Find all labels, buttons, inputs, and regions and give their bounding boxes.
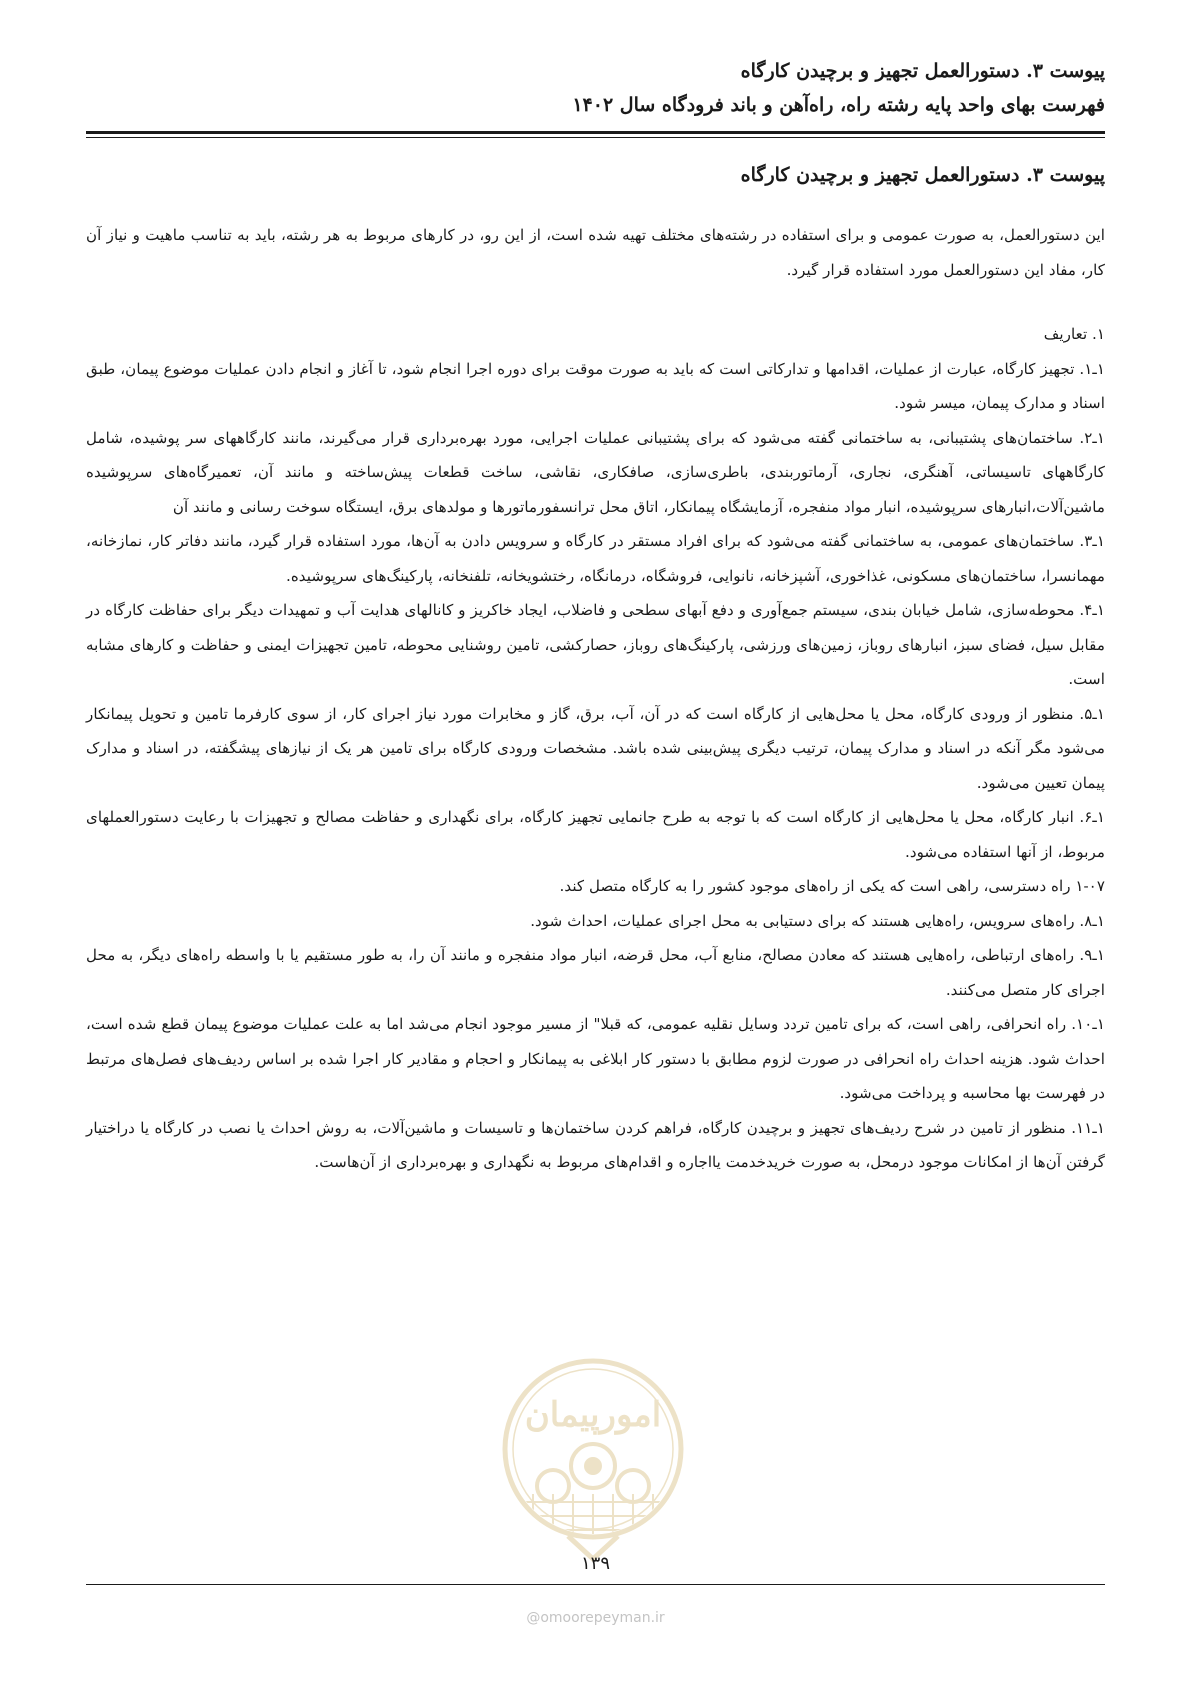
- definition-item-9: ۱ـ۹. راه‌های ارتباطی، راه‌هایی هستند که معادن مصالح، منابع آب، محل قرضه، انبار مواد منفجره و مانند آن را، به طور مستقیم یا با واسطه راه‌های دیگر، به محل اجرای کار متصل می‌کنند.: [86, 946, 1105, 999]
- definition-item-7: ۱-۰۷ راه دسترسی، راهی است که یکی از راه‌های موجود کشور را به کارگاه متصل کند.: [559, 877, 1105, 895]
- definition-item-11: ۱ـ۱۱. منظور از تامین در شرح ردیف‌های تجهیز و برچیدن کارگاه، فراهم کردن ساختمان‌ها و تاسیسات و ماشین‌آلات، به روش احداث یا نصب در کارگاه یا دراختیار گرفتن آن‌ها از امکانات موجود درمحل، به صورت خریدخدمت یااجاره و اقدام‌های مربوط به نگهداری و بهره‌برداری از آن‌هاست.: [86, 1118, 1105, 1171]
- page-header: [86, 54, 1105, 122]
- definition-item-4: ۱ـ۴. محوطه‌سازی، شامل خیابان بندی، سیستم جمع‌آوری و دفع آبهای سطحی و فاضلاب، ایجاد خاکریز و کانالهای هدایت آب و تمهیدات دیگر برای حفاظت کارگاه در مقابل سیل، فضای سبز، انبارهای روباز، زمین‌های ورزشی، پارکینگ‌های روباز، حصارکشی، تامین روشنایی محوطه، تامین تجهیزات ایمنی و حفاظت و کارهای مشابه است.: [86, 601, 1105, 688]
- definition-item-1: ۱ـ۱. تجهیز کارگاه، عبارت از عملیات، اقدامها و تدارکاتی است که باید به صورت موقت برای دوره اجرا انجام شود، تا آغاز و انجام دادن عملیات موضوع پیمان، طبق اسناد و مدارک پیمان، میسر شود.: [86, 359, 1105, 412]
- header-subtitle: فهرست بهای واحد پایه رشته راه، راه‌آهن و باند فرودگاه سال ۱۴۰۲: [572, 94, 1105, 116]
- intro-paragraph: این دستورالعمل، به صورت عمومی و برای استفاده در رشته‌های مختلف تهیه شده است، از این رو، در کارهای مربوط به هر رشته، باید به تناسب ماهیت و نیاز آن کار، مفاد این دستورالعمل مورد استفاده قرار گیرد.: [86, 226, 1105, 279]
- header-rule-thin: [86, 137, 1105, 138]
- section-heading-definitions: ۱. تعاریف: [1043, 325, 1105, 343]
- definition-item-8: ۱ـ۸. راه‌های سرویس، راه‌هایی هستند که برای دستیابی به محل اجرای عملیات، احداث شود.: [530, 911, 1105, 930]
- page-number: ۱۳۹: [580, 1553, 610, 1574]
- definition-item-6: ۱ـ۶. انبار کارگاه، محل یا محل‌هایی از کارگاه است که با توجه به طرح جانمایی تجهیز کارگاه، برای نگهداری و حفاظت مصالح و تجهیزات با رعایت دستورالعملهای مربوط، از آنها استفاده می‌شود.: [86, 808, 1105, 861]
- header-rule: [86, 131, 1105, 134]
- footer-rule: [86, 1584, 1105, 1585]
- omoore-peyman-seal-logo-icon: [498, 1354, 688, 1569]
- definition-item-5: ۱ـ۵. منظور از ورودی کارگاه، محل یا محل‌هایی از کارگاه است که در آن، آب، برق، گاز و مخابرات مورد نیاز اجرای کار، از سوی کارفرما تامین و تحویل پیمانکار می‌شود مگر آنکه در اسناد و مدارک پیمان، ترتیب دیگری پیش‌بینی شده باشد. مشخصات ورودی کارگاه برای تامین هر یک از نیازهای پیشگفته، در اسناد و مدارک پیمان تعیین می‌شود.: [86, 704, 1105, 792]
- definition-item-10: ۱ـ۱۰. راه انحرافی، راهی است، که برای تامین تردد وسایل نقلیه عمومی، که قبلا" از مسیر موجود انجام می‌شد اما به علت عملیات موضوع پیمان قطع شده است، احداث شود. هزینه احداث راه انحرافی در صورت لزوم مطابق با دستور کار ابلاغی به پیمانکار و احجام و مقادیر کار اجرا شده بر اساس ردیف‌های فصل‌های مرتبط در فهرست بها محاسبه و پرداخت می‌شود.: [86, 1015, 1105, 1102]
- watermark-logo-text: امورپیمان: [524, 1395, 662, 1435]
- document-body: [86, 218, 1105, 1180]
- definition-item-3: ۱ـ۳. ساختمان‌های عمومی، به ساختمانی گفته می‌شود که برای افراد مستقر در کارگاه و سرویس دادن به آن‌ها، مورد استفاده قرار گیرد، مانند دفاتر کار، نمازخانه، مهمانسرا، ساختمان‌های مسکونی، غذاخوری، آشپزخانه، نانوایی، فروشگاه، درمانگاه، رختشویخانه، تلفنخانه، پارکینگ‌های سرپوشیده.: [86, 532, 1106, 585]
- footer-site-url[interactable]: @omoorepeyman.ir: [526, 1610, 665, 1626]
- section-title: پیوست ۳. دستورالعمل تجهیز و برچیدن کارگاه: [740, 164, 1105, 186]
- header-title: پیوست ۳. دستورالعمل تجهیز و برچیدن کارگاه: [740, 60, 1105, 82]
- definition-item-2: ۱ـ۲. ساختمان‌های پشتیبانی، به ساختمانی گفته می‌شود که برای پشتیبانی عملیات اجرایی، مورد بهره‌برداری قرار می‌گیرند، مانند کارگاههای سر پوشیده، شامل کارگاههای تاسیساتی، آهنگری، نجاری، آرماتوربندی، باطری‌سازی، صافکاری، نقاشی، ساخت قطعات پیش‌ساخته و مانند آن، تعمیرگاه‌های سرپوشیده ماشین‌آلات،انبارهای سرپوشیده، انبار مواد منفجره، آزمایشگاه پیمانکار، اتاق محل ترانسفورماتورها و مولدهای برق، ایستگاه سوخت رسانی و مانند آن: [86, 428, 1105, 516]
